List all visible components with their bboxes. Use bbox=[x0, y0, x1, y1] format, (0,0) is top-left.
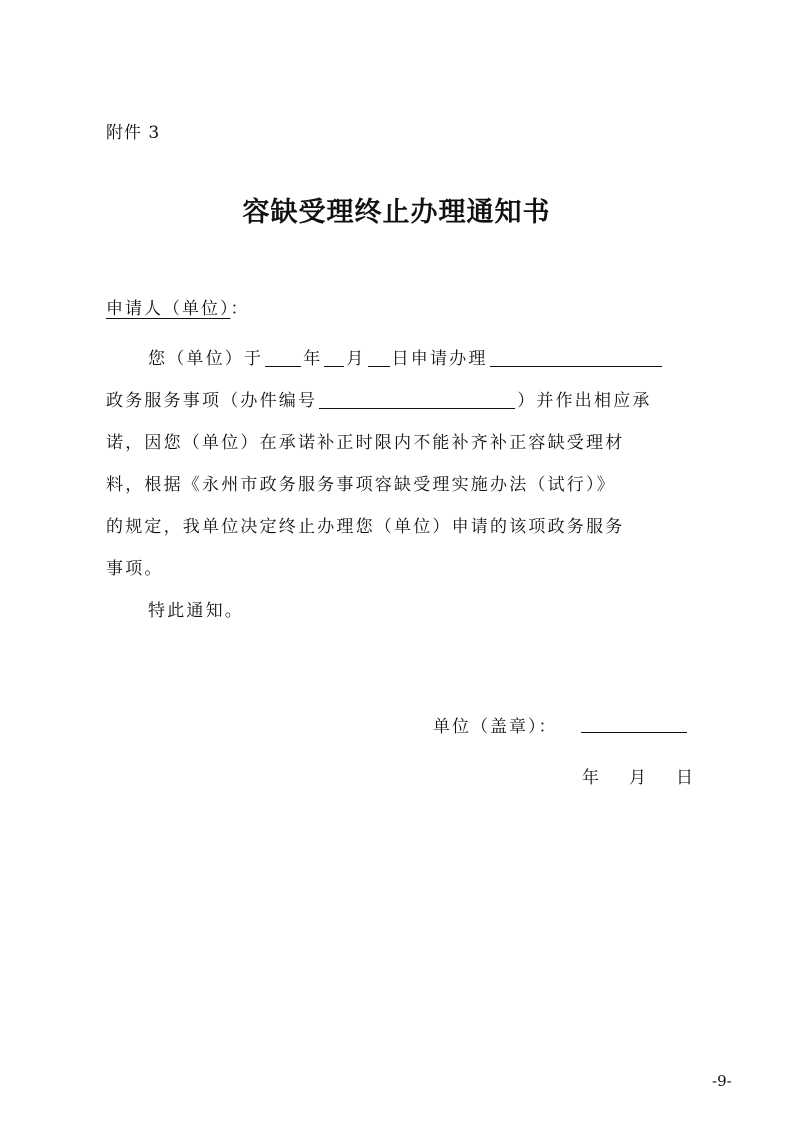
body-line-1 bbox=[148, 344, 664, 369]
body-line-4: 料，根据《永州市政务服务事项容缺受理实施办法（试行）》 bbox=[106, 475, 616, 495]
month-blank[interactable] bbox=[324, 349, 344, 367]
service-item-blank[interactable] bbox=[490, 349, 662, 367]
signature-label: 单位（盖章）： bbox=[433, 717, 558, 737]
line1-day: 日申请办理 bbox=[391, 349, 488, 369]
line1-text: 您（单位）于 bbox=[148, 349, 264, 369]
signature-blank[interactable] bbox=[581, 732, 687, 733]
applicant-label: 申请人（单位） bbox=[106, 299, 231, 319]
applicant-colon: ： bbox=[230, 299, 250, 319]
body-line-2 bbox=[106, 386, 652, 411]
page-number: -9- bbox=[712, 1072, 732, 1090]
case-number-blank[interactable] bbox=[319, 391, 515, 409]
body-line-7: 特此通知。 bbox=[148, 601, 244, 621]
body-line-6: 事项。 bbox=[106, 559, 164, 579]
line1-year: 年 bbox=[303, 349, 323, 369]
line2-text-b: ）并作出相应承 bbox=[517, 391, 652, 411]
document-title: 容缺受理终止办理通知书 bbox=[242, 197, 551, 228]
line1-month: 月 bbox=[346, 349, 366, 369]
line2-text-a: 政务服务事项（办件编号 bbox=[106, 391, 318, 411]
date-row bbox=[582, 763, 693, 788]
date-day: 日 bbox=[676, 768, 693, 788]
attachment-label: 附件 3 bbox=[106, 123, 161, 143]
date-month: 月 bbox=[629, 768, 646, 788]
date-year: 年 bbox=[582, 768, 599, 788]
body-line-5: 的规定，我单位决定终止办理您（单位）申请的该项政务服务 bbox=[106, 517, 625, 537]
day-blank[interactable] bbox=[368, 349, 390, 367]
body-line-3: 诺，因您（单位）在承诺补正时限内不能补齐补正容缺受理材 bbox=[106, 433, 625, 453]
year-blank[interactable] bbox=[265, 349, 301, 367]
applicant-line bbox=[106, 294, 250, 319]
